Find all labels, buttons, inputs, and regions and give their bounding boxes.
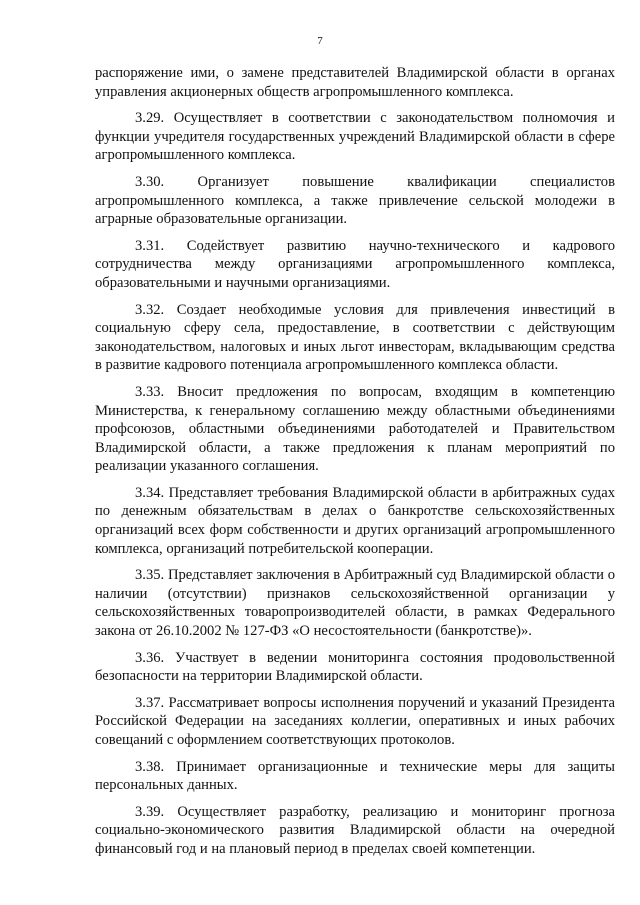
paragraph-3-33: 3.33. Вносит предложения по вопросам, входящим в компетенцию Министерства, к генеральному соглашению между областными объединениями профсоюзов, областными объединениями работодателей и Правительством Владимирской области, а также предложения к планам мероприятий по реализации указанного соглашения.	[95, 383, 615, 475]
paragraph-3-35: 3.35. Представляет заключения в Арбитражный суд Владимирской области о наличии (отсутствии) признаков сельскохозяйственной организации у сельскохозяйственных товаропроизводителей области, в рамках Федерального закона от 26.10.2002 № 127-ФЗ «О несостоятельности (банкротстве)».	[95, 567, 615, 640]
paragraph-3-30: 3.30. Организует повышение квалификации специалистов агропромышленного комплекса, а также привлечение сельской молодежи в аграрные образовательные организации.	[95, 173, 615, 228]
paragraph-continuation: распоряжение ими, о замене представителей Владимирской области в органах управления акционерных обществ агропромышленного комплекса.	[95, 65, 615, 100]
paragraph-3-34: 3.34. Представляет требования Владимирской области в арбитражных судах по денежным обязательствам в делах о банкротстве сельскохозяйственных организаций всех форм собственности и других организаций агропромышленного комплекса, организаций потребительской кооперации.	[95, 484, 615, 557]
document-body	[95, 64, 615, 867]
paragraph-3-39: 3.39. Осуществляет разработку, реализацию и мониторинг прогноза социально-экономического развития Владимирской области на очередной финансовый год и на плановый период в пределах своей компетенции.	[95, 803, 615, 857]
paragraph-3-38: 3.38. Принимает организационные и технические меры для защиты персональных данных.	[95, 758, 615, 794]
paragraph-3-36: 3.36. Участвует в ведении мониторинга состояния продовольственной безопасности на территории Владимирской области.	[95, 649, 615, 685]
paragraph-3-37: 3.37. Рассматривает вопросы исполнения поручений и указаний Президента Российской Федерации на заседаниях коллегии, оперативных и иных рабочих совещаний с оформлением соответствующих протоколов.	[95, 694, 615, 748]
paragraph-3-31: 3.31. Содействует развитию научно-технического и кадрового сотрудничества между организациями агропромышленного комплекса, образовательными и научными организациями.	[95, 237, 615, 291]
page-number: 7	[317, 35, 323, 47]
paragraph-3-32: 3.32. Создает необходимые условия для привлечения инвестиций в социальную сферу села, предоставление, в соответствии с действующим законодательством, налоговых и иных льгот инвесторам, вкладывающим средства в развитие кадрового потенциала агропромышленного комплекса области.	[95, 301, 615, 374]
paragraph-3-29: 3.29. Осуществляет в соответствии с законодательством полномочия и функции учредителя государственных учреждений Владимирской области в сфере агропромышленного комплекса.	[95, 110, 615, 164]
